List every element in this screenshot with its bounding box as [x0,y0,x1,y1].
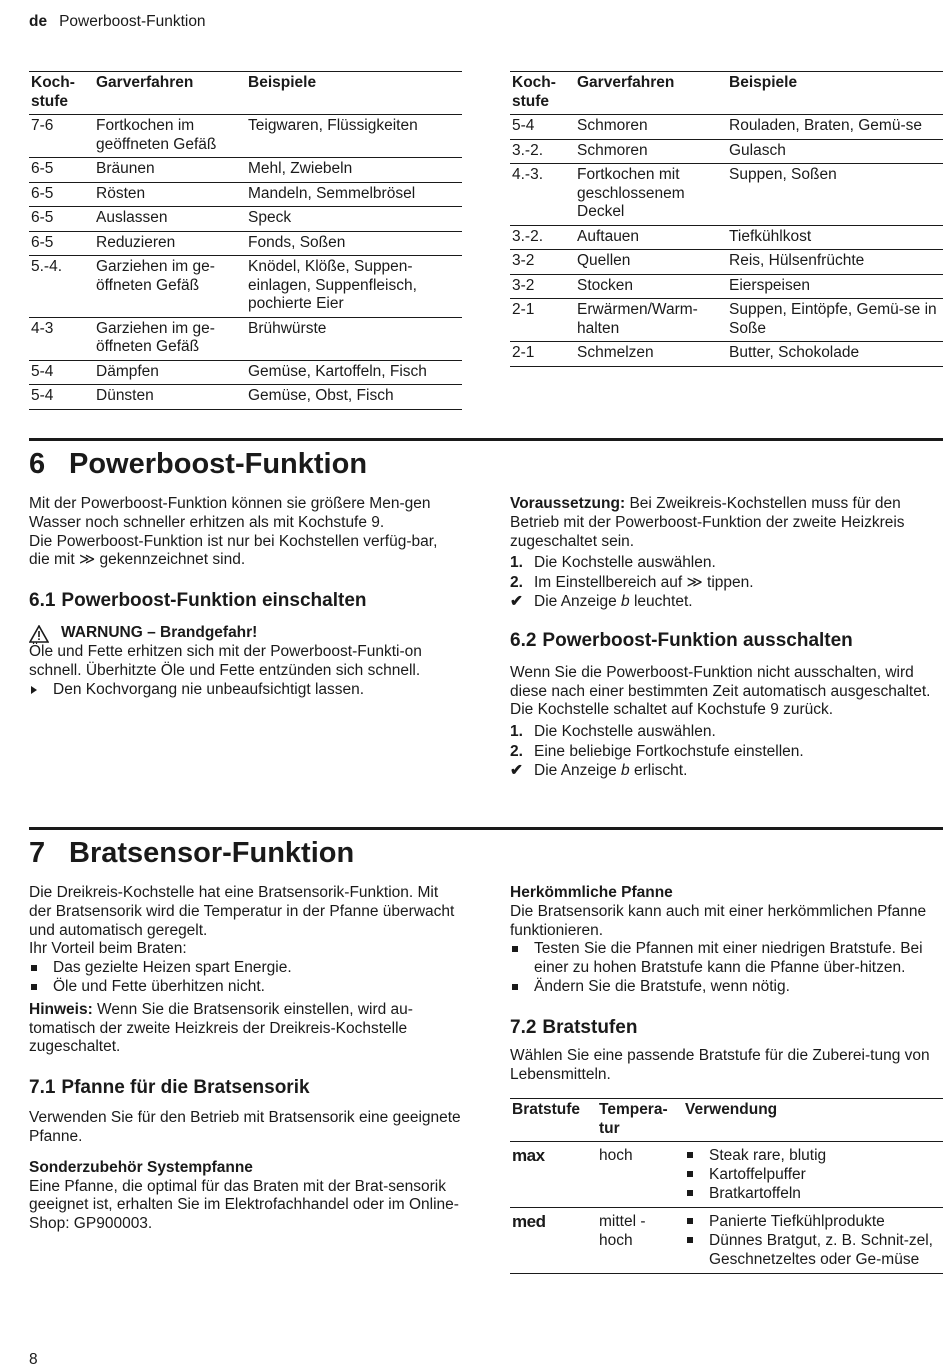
warning-text: Öle und Fette erhitzen sich mit der Powerboost-Funkti-on schnell. Überhitzte Öle und Fette entzünden sich schnell. [29,642,422,679]
step-text: Die Kochstelle auswählen. [534,554,716,572]
square-bullet-icon [512,946,518,952]
list-item [29,978,462,997]
step-number: 2. [510,573,523,591]
cell-method: Auftauen [575,225,727,250]
cook-table-right [510,71,943,367]
boost-icon: ≫ [78,551,96,569]
arrow-bullet-icon [31,686,37,694]
cell-examples: Gulasch [727,139,943,164]
step-number: 1. [510,554,523,572]
section-number: 7.2 [510,1016,537,1038]
result-text: Die Anzeige [534,762,617,780]
frying-levels-table [510,1098,943,1274]
cell-level: med [510,1208,597,1274]
accessory-text: Eine Pfanne, die optimal für das Braten mit der Brat-sensorik geeignet ist, erhalten Sie im Elektrofachhandel oder im Online-Shop: GP900003. [29,1177,459,1233]
section-title: Pfanne für die Bratsensorik [61,1077,310,1099]
table-row [510,250,943,275]
section-title: Bratstufen [542,1016,638,1038]
check-icon: ✔ [510,593,523,611]
list-item [685,1212,943,1231]
cell-usage [683,1142,943,1208]
cell-examples: Gemüse, Obst, Fisch [246,385,462,410]
cell-method: Rösten [94,182,246,207]
list-item [510,940,943,978]
step-number: 2. [510,742,523,760]
list-item-text: Bratkartoffeln [709,1185,801,1203]
table-row [29,182,462,207]
list-item [685,1146,943,1165]
cell-temperature: mittel - hoch [597,1208,683,1274]
col-header-temperature: Tempera-tur [597,1099,683,1142]
list-item [510,761,943,781]
cell-level: 5-4 [29,385,94,410]
list-item [29,959,462,978]
table-row [29,231,462,256]
cell-level: 6-5 [29,231,94,256]
chapter-title-text: Bratsensor-Funktion [69,837,355,869]
cell-level: 3-2 [510,274,575,299]
section-7-2-heading [510,1017,943,1039]
list-item [510,573,943,593]
table-header-row [29,72,462,115]
cell-level: 7-6 [29,115,94,158]
warning-triangle-icon [29,625,49,643]
cell-level: 3.-2. [510,139,575,164]
cell-examples: Tiefkühlkost [727,225,943,250]
cell-examples: Brühwürste [246,317,462,360]
list-item [510,553,943,573]
chapter-7-title [29,836,354,870]
cell-usage [683,1208,943,1274]
chapter-rule [29,438,943,441]
usage-list [685,1212,943,1269]
warning-action-text: Den Kochvorgang nie unbeaufsichtigt lassen. [53,680,365,698]
table-row [29,256,462,318]
result-text: erlischt. [633,762,688,780]
section-7-1-heading [29,1077,462,1099]
chapter-number: 7 [29,837,46,869]
table-row [510,164,943,226]
table-row [510,274,943,299]
chapter-number: 6 [29,448,46,480]
table-row [29,360,462,385]
table-header-row [510,1099,943,1142]
cell-level: 5.-4. [29,256,94,318]
text-part: gekennzeichnet sind. [99,551,246,569]
ch6-intro-1: Mit der Powerboost-Funktion können sie größere Men-gen Wasser noch schneller erhitzen als mit Kochstufe 9. [29,495,431,531]
cook-table-left [29,71,462,410]
cell-method: Erwärmen/Warm-halten [575,299,727,342]
ch7-hint [29,1001,462,1057]
table-row [29,317,462,360]
switch-on-steps [510,553,943,612]
cell-examples: Butter, Schokolade [727,342,943,367]
section-number: 7.1 [29,1077,56,1099]
cell-method: Garziehen im ge-öffneten Gefäß [94,317,246,360]
square-bullet-icon [31,984,37,990]
cell-level: 4-3 [29,317,94,360]
table-header-row [510,72,943,115]
cell-level: 5-4 [29,360,94,385]
cell-temperature: hoch [597,1142,683,1208]
page-number: 8 [29,1351,38,1368]
cell-method: Dämpfen [94,360,246,385]
list-item [510,592,943,612]
text-part: Die Powerboost-Funktion ist nur bei Kochstellen verfüg-bar, die mit [29,532,438,569]
cell-level: max [510,1142,597,1208]
list-item-text: Ändern Sie die Bratstufe, wenn nötig. [534,977,790,995]
cell-method: Fortkochen im geöffneten Gefäß [94,115,246,158]
table-row [29,115,462,158]
col-header-level: Koch- stufe [29,72,94,115]
switch-off-steps [510,722,943,781]
square-bullet-icon [687,1237,693,1243]
prerequisite [510,495,943,551]
result-text: Die Anzeige [534,593,617,611]
list-item-text: Panierte Tiefkühlprodukte [709,1213,885,1231]
warning-action [29,681,462,700]
cell-method: Garziehen im ge-öffneten Gefäß [94,256,246,318]
cell-examples: Suppen, Eintöpfe, Gemü-se in Soße [727,299,943,342]
table-row [510,342,943,367]
s72-text: Wählen Sie eine passende Bratstufe für die Zuberei-tung von Lebensmitteln. [510,1046,930,1083]
cell-method: Quellen [575,250,727,275]
ch7-left-column [29,884,462,1234]
cell-examples: Rouladen, Braten, Gemü-se [727,115,943,140]
list-item-text: Steak rare, blutig [709,1147,827,1165]
cell-method: Stocken [575,274,727,299]
prerequisite-text: Bei Zweikreis-Kochstellen muss für den Betrieb mit der Powerboost-Funktion der zweite Heizkreis zugeschaltet sein. [510,495,905,550]
cell-level: 2-1 [510,299,575,342]
col-header-examples: Beispiele [727,72,943,115]
cell-method: Auslassen [94,207,246,232]
switch-off-text: Wenn Sie die Powerboost-Funktion nicht ausschalten, wird diese nach einer bestimmten Zeit automatisch ausgeschaltet. Die Kochstelle schaltet auf Kochstufe 9 zurück. [510,663,931,719]
ch7-right-column [510,884,943,1274]
ch6-left-column [29,495,462,699]
warning-title: WARNUNG – Brandgefahr! [61,624,258,642]
hint-label: Hinweis: [29,1000,93,1018]
cell-level: 6-5 [29,158,94,183]
advantage-list [29,959,462,997]
warning-heading [29,624,462,643]
list-item [685,1231,943,1269]
col-header-level: Koch- stufe [510,72,575,115]
section-number: 6.2 [510,629,537,651]
header-title: Powerboost-Funktion [59,13,206,30]
square-bullet-icon [687,1190,693,1196]
cell-examples: Knödel, Klöße, Suppen-einlagen, Suppenfleisch, pochierte Eier [246,256,462,318]
list-item [685,1165,943,1184]
list-item-text: Öle und Fette überhitzen nicht. [53,977,265,995]
table-row [29,207,462,232]
cell-examples: Mandeln, Semmelbrösel [246,182,462,207]
boost-icon: ≫ [686,573,703,591]
square-bullet-icon [512,984,518,990]
page-header [29,13,206,32]
section-number: 6.1 [29,590,56,612]
hint-text: Wenn Sie die Bratsensorik einstellen, wird au-tomatisch der zweite Heizkreis der Dreikreis-Kochstelle zugeschaltet. [29,1000,413,1056]
check-icon: ✔ [510,762,523,780]
cell-level: 3.-2. [510,225,575,250]
col-header-examples: Beispiele [246,72,462,115]
ch6-intro-2 [29,533,462,571]
list-item [510,978,943,997]
section-title: Powerboost-Funktion einschalten [61,590,367,612]
ch6-right-column [510,495,943,781]
cell-level: 4.-3. [510,164,575,226]
table-row [510,1142,943,1208]
accessory-title: Sonderzubehör Systempfanne [29,1158,253,1176]
step-text: Die Kochstelle auswählen. [534,723,716,741]
section-6-1-heading [29,590,462,612]
cell-examples: Reis, Hülsenfrüchte [727,250,943,275]
list-item [685,1184,943,1203]
usage-list [685,1146,943,1203]
b-display-icon: b [621,593,630,611]
square-bullet-icon [687,1152,693,1158]
cell-examples: Suppen, Soßen [727,164,943,226]
col-header-method: Garverfahren [575,72,727,115]
language-code: de [29,13,48,30]
table-row [510,225,943,250]
cell-examples: Fonds, Soßen [246,231,462,256]
list-item-text: Das gezielte Heizen spart Energie. [53,959,292,977]
cell-level: 5-4 [510,115,575,140]
square-bullet-icon [687,1218,693,1224]
cell-level: 6-5 [29,207,94,232]
square-bullet-icon [687,1171,693,1177]
result-text: leuchtet. [633,593,693,611]
table-row [510,115,943,140]
table-row [29,385,462,410]
cell-examples: Gemüse, Kartoffeln, Fisch [246,360,462,385]
cell-method: Bräunen [94,158,246,183]
cell-level: 6-5 [29,182,94,207]
chapter-title-text: Powerboost-Funktion [69,448,368,480]
conventional-pan-list [510,940,943,996]
col-header-method: Garverfahren [94,72,246,115]
table-row [510,299,943,342]
cook-table-right-wrap [510,71,943,367]
list-item-text: Testen Sie die Pfannen mit einer niedrigen Bratstufe. Bei einer zu hohen Bratstufe kann die Pfanne über-hitzen. [534,940,923,977]
chapter-rule [29,827,943,830]
cell-examples: Eierspeisen [727,274,943,299]
step-number: 1. [510,723,523,741]
col-header-level: Bratstufe [510,1099,597,1142]
section-title: Powerboost-Funktion ausschalten [542,629,853,651]
b-display-icon: b [621,762,630,780]
cell-method: Schmelzen [575,342,727,367]
list-item-text: Dünnes Bratgut, z. B. Schnit-zel, Geschnetzeltes oder Ge-müse [709,1232,933,1269]
cell-method: Fortkochen mit geschlossenem Deckel [575,164,727,226]
table-row [29,158,462,183]
square-bullet-icon [31,965,37,971]
step-text: Eine beliebige Fortkochstufe einstellen. [534,742,804,760]
col-header-usage: Verwendung [683,1099,943,1142]
section-6-2-heading [510,630,943,652]
conventional-pan-title: Herkömmliche Pfanne [510,884,673,901]
table-row [510,139,943,164]
cell-examples: Speck [246,207,462,232]
cell-method: Schmoren [575,115,727,140]
ch7-intro: Die Dreikreis-Kochstelle hat eine Bratsensorik-Funktion. Mit der Bratsensorik wird die Temperatur in der Pfanne überwacht und automatisch geregelt. [29,884,455,939]
cell-method: Reduzieren [94,231,246,256]
step-text: tippen. [707,573,754,591]
cell-level: 2-1 [510,342,575,367]
table-row [510,1208,943,1274]
step-text: Im Einstellbereich auf [534,573,683,591]
cell-examples: Mehl, Zwiebeln [246,158,462,183]
chapter-6-title [29,447,367,481]
cell-method: Schmoren [575,139,727,164]
prerequisite-label: Voraussetzung: [510,495,626,512]
cell-level: 3-2 [510,250,575,275]
cell-examples: Teigwaren, Flüssigkeiten [246,115,462,158]
cook-table-left-wrap [29,71,462,410]
ch7-advantage: Ihr Vorteil beim Braten: [29,940,187,958]
cell-method: Dünsten [94,385,246,410]
conventional-pan-text: Die Bratsensorik kann auch mit einer herkömmlichen Pfanne funktionieren. [510,902,927,939]
list-item [510,722,943,742]
list-item [510,742,943,762]
list-item-text: Kartoffelpuffer [709,1166,806,1184]
s71-text: Verwenden Sie für den Betrieb mit Bratsensorik eine geeignete Pfanne. [29,1109,461,1145]
